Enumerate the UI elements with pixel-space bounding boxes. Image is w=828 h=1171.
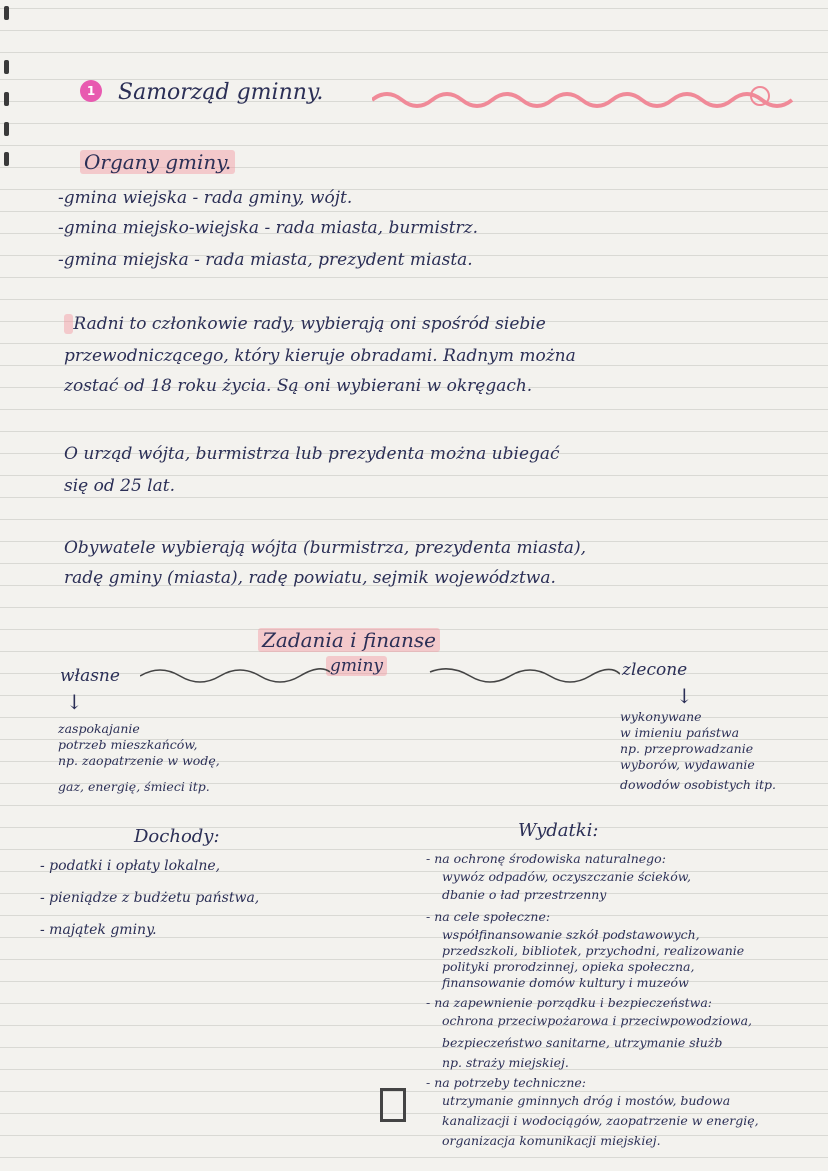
organy-line-1: -gmina wiejska - rada gminy, wójt. (58, 188, 353, 208)
obywatele-line-1: Obywatele wybierają wójta (burmistrza, prezydenta miasta), (64, 538, 586, 558)
organy-line-3: -gmina miejska - rada miasta, prezydent miasta. (58, 250, 473, 270)
zlecone-line-3: np. przeprowadzanie (620, 741, 754, 756)
notebook-spiral (0, 0, 22, 1171)
wydatki-line: kanalizacji i wodociągów, zaopatrzenie w energię, (442, 1113, 759, 1128)
urzad-line-2: się od 25 lat. (64, 476, 175, 496)
zlecone-line-1: wykonywane (620, 709, 702, 724)
wydatki-line: utrzymanie gminnych dróg i mostów, budowa (442, 1093, 731, 1108)
page-title: Samorząd gminny. (118, 80, 324, 105)
wydatki-line: - na potrzeby techniczne: (426, 1075, 586, 1090)
wydatki-line: przedszkoli, bibliotek, przychodni, realizowanie (442, 943, 745, 958)
radni-line-1: Radni to członkowie rady, wybierają oni spośród siebie (64, 314, 546, 334)
zlecone-line-4: wyborów, wydawanie (620, 757, 755, 772)
wydatki-heading: Wydatki: (518, 820, 599, 841)
section-number-badge: 1 (80, 80, 102, 102)
wydatki-line: np. straży miejskiej. (442, 1055, 569, 1070)
wlasne-line-2: potrzeb mieszkańców, (58, 737, 198, 752)
wydatki-line: dbanie o ład przestrzenny (442, 887, 607, 902)
wlasne-label: własne (60, 666, 120, 686)
title-wavy-underline-icon (372, 86, 802, 110)
wydatki-line: - na zapewnienie porządku i bezpieczeństwa: (426, 995, 713, 1010)
checkbox-icon (380, 1088, 406, 1122)
radni-line-3: zostać od 18 roku życia. Są oni wybierani w okręgach. (64, 376, 533, 396)
radni-line-2: przewodniczącego, który kieruje obradami. Radnym można (64, 346, 576, 366)
wydatki-line: ochrona przeciwpożarowa i przeciwpowodziowa, (442, 1013, 753, 1028)
zadania-wavy-connector-icon (140, 662, 620, 684)
wlasne-line-4: gaz, energię, śmieci itp. (58, 779, 210, 794)
wlasne-line-3: np. zaopatrzenie w wodę, (58, 753, 220, 768)
wydatki-line: bezpieczeństwo sanitarne, utrzymanie służb (442, 1035, 723, 1050)
dochody-heading: Dochody: (134, 826, 220, 847)
zadania-subheading: gminy (326, 656, 387, 676)
organy-heading: Organy gminy. (80, 150, 235, 174)
wydatki-line: - na cele społeczne: (426, 909, 551, 924)
dochody-item: - podatki i opłaty lokalne, (40, 858, 221, 874)
wydatki-line: polityki prorodzinnej, opieka społeczna, (442, 959, 695, 974)
zlecone-label: zlecone (622, 660, 688, 680)
wlasne-line-1: zaspokajanie (58, 721, 140, 736)
wydatki-line: organizacja komunikacji miejskiej. (442, 1133, 661, 1148)
wydatki-line: finansowanie domów kultury i muzeów (442, 975, 689, 990)
urzad-line-1: O urząd wójta, burmistrza lub prezydenta można ubiegać (64, 444, 560, 464)
radni-highlight (64, 314, 73, 334)
dochody-item: - pieniądze z budżetu państwa, (40, 890, 260, 906)
obywatele-line-2: radę gminy (miasta), radę powiatu, sejmik województwa. (64, 568, 556, 588)
wydatki-line: - na ochronę środowiska naturalnego: (426, 851, 666, 866)
zadania-heading: Zadania i finanse (258, 628, 440, 652)
organy-line-2: -gmina miejsko-wiejska - rada miasta, burmistrz. (58, 218, 479, 238)
dochody-item: - majątek gminy. (40, 922, 157, 938)
zlecone-line-2: w imieniu państwa (620, 725, 740, 740)
zlecone-line-5: dowodów osobistych itp. (620, 777, 776, 792)
arrow-down-icon: ↓ (676, 684, 693, 708)
arrow-down-icon: ↓ (66, 690, 83, 714)
wydatki-line: wywóz odpadów, oczyszczanie ścieków, (442, 869, 691, 884)
wydatki-line: współfinansowanie szkół podstawowych, (442, 927, 700, 942)
